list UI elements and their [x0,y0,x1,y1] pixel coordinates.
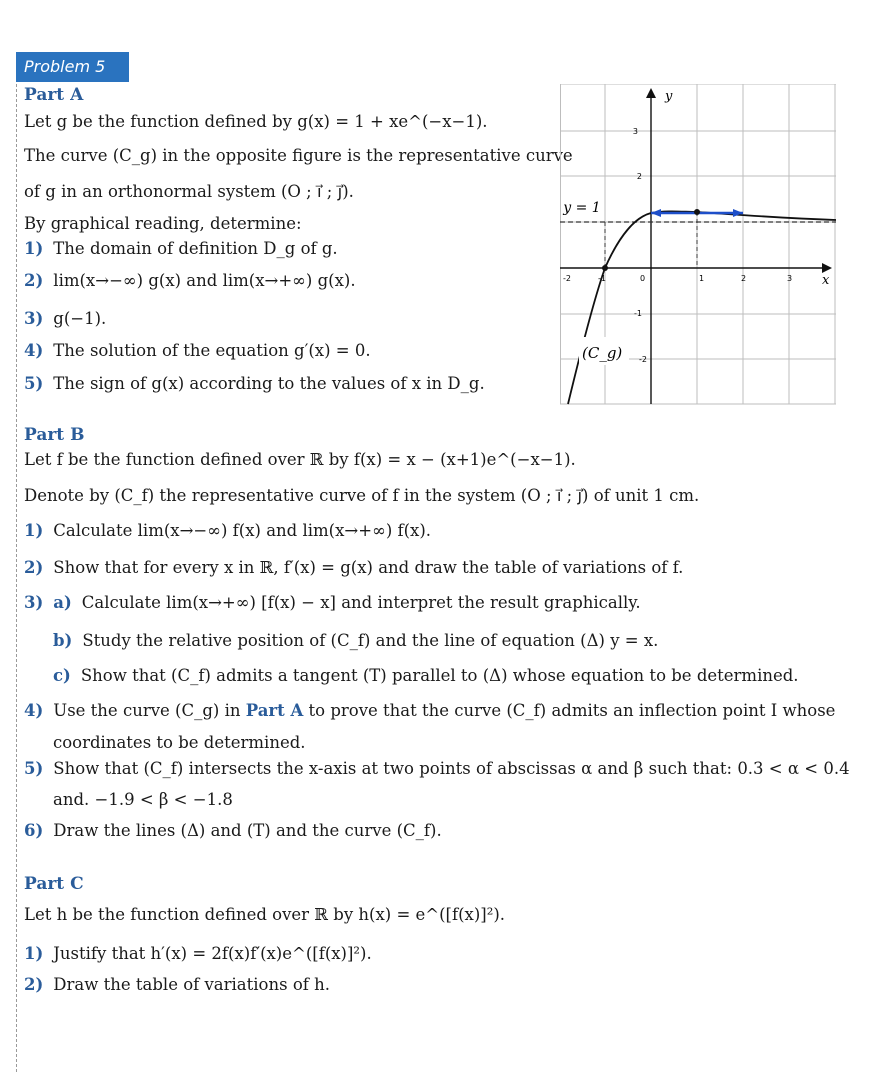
x-axis-label: x [822,273,830,288]
point-minus-1-0 [602,265,608,271]
part-a-line-1: Let g be the function defined by g(x) = 1 + xe^(−x−1). [24,112,488,131]
x-tick-3: 3 [787,274,793,283]
y-tick-minus-2: -2 [639,355,647,364]
x-tick-minus-1: -1 [598,274,606,283]
part-b-line-2: Denote by (C_f) the representative curve of f in the system (O ; i⃗ ; j⃗) of unit 1 cm. [24,486,700,505]
part-a-line-3: of g in an orthonormal system (O ; i⃗ ; j⃗). [24,182,354,201]
part-b-question-2: 2) Show that for every x in ℝ, f′(x) = g(x) and draw the table of variations of f. [24,558,684,577]
problem-badge: Problem 5 [16,52,129,82]
curve-cg [568,211,836,404]
y-tick-minus-1: -1 [634,309,642,318]
curve-label: (C_g) [582,344,623,362]
tangent-left-arrow-icon [651,209,661,217]
part-b-question-4-cont: coordinates to be determined. [53,733,306,752]
part-c-title: Part C [24,874,84,894]
part-a-question-4: 4) The solution of the equation g′(x) = 0. [24,341,371,360]
part-a-line-4: By graphical reading, determine: [24,214,302,233]
part-c-line-1: Let h be the function defined over ℝ by h(x) = e^([f(x)]²). [24,905,505,924]
part-b-title: Part B [24,425,85,445]
part-b-question-3b: b) Study the relative position of (C_f) and the line of equation (Δ) y = x. [53,631,659,650]
point-extremum [694,209,700,215]
part-a-question-5: 5) The sign of g(x) according to the values of x in D_g. [24,374,485,393]
part-b-line-1: Let f be the function defined over ℝ by f(x) = x − (x+1)e^(−x−1). [24,450,576,469]
y-tick-2: 2 [636,172,642,181]
y-tick-3: 3 [632,127,638,136]
x-tick-2: 2 [741,274,747,283]
part-a-question-2: 2) lim(x→−∞) g(x) and lim(x→+∞) g(x). [24,271,356,290]
part-a-line-2: The curve (C_g) in the opposite figure is the representative curve [24,146,573,165]
x-axis-arrow-icon [822,263,832,273]
part-b-question-1: 1) Calculate lim(x→−∞) f(x) and lim(x→+∞) f(x). [24,521,432,540]
part-a-reference: Part A [245,701,304,720]
part-b-question-3a: 3) a) Calculate lim(x→+∞) [f(x) − x] and interpret the result graphically. [24,593,641,612]
margin-dashed-rule [16,84,17,1072]
part-b-question-3c: c) Show that (C_f) admits a tangent (T) parallel to (Δ) whose equation to be determined. [53,666,799,685]
part-b-question-6: 6) Draw the lines (Δ) and (T) and the curve (C_f). [24,821,442,840]
x-tick-minus-2: -2 [563,274,571,283]
y-axis-label: y [665,89,673,104]
part-c-question-2: 2) Draw the table of variations of h. [24,975,330,994]
x-tick-0: 0 [640,274,646,283]
asymptote-label: y = 1 [563,200,601,216]
x-tick-1: 1 [699,274,705,283]
part-b-question-4: 4) Use the curve (C_g) in Part A to prove that the curve (C_f) admits an inflection point I whose [24,701,836,720]
graph-cg [560,84,836,406]
part-c-question-1: 1) Justify that h′(x) = 2f(x)f′(x)e^([f(x)]²). [24,944,372,963]
part-a-question-3: 3) g(−1). [24,309,107,328]
part-a-question-1: 1) The domain of definition D_g of g. [24,239,338,258]
part-a-title: Part A [24,85,84,105]
y-axis-arrow-icon [646,88,656,98]
part-b-question-5-cont: and. −1.9 < β < −1.8 [53,790,233,809]
part-b-question-5: 5) Show that (C_f) intersects the x-axis at two points of abscissas α and β such that: 0.3 < α < 0.4 [24,759,850,778]
